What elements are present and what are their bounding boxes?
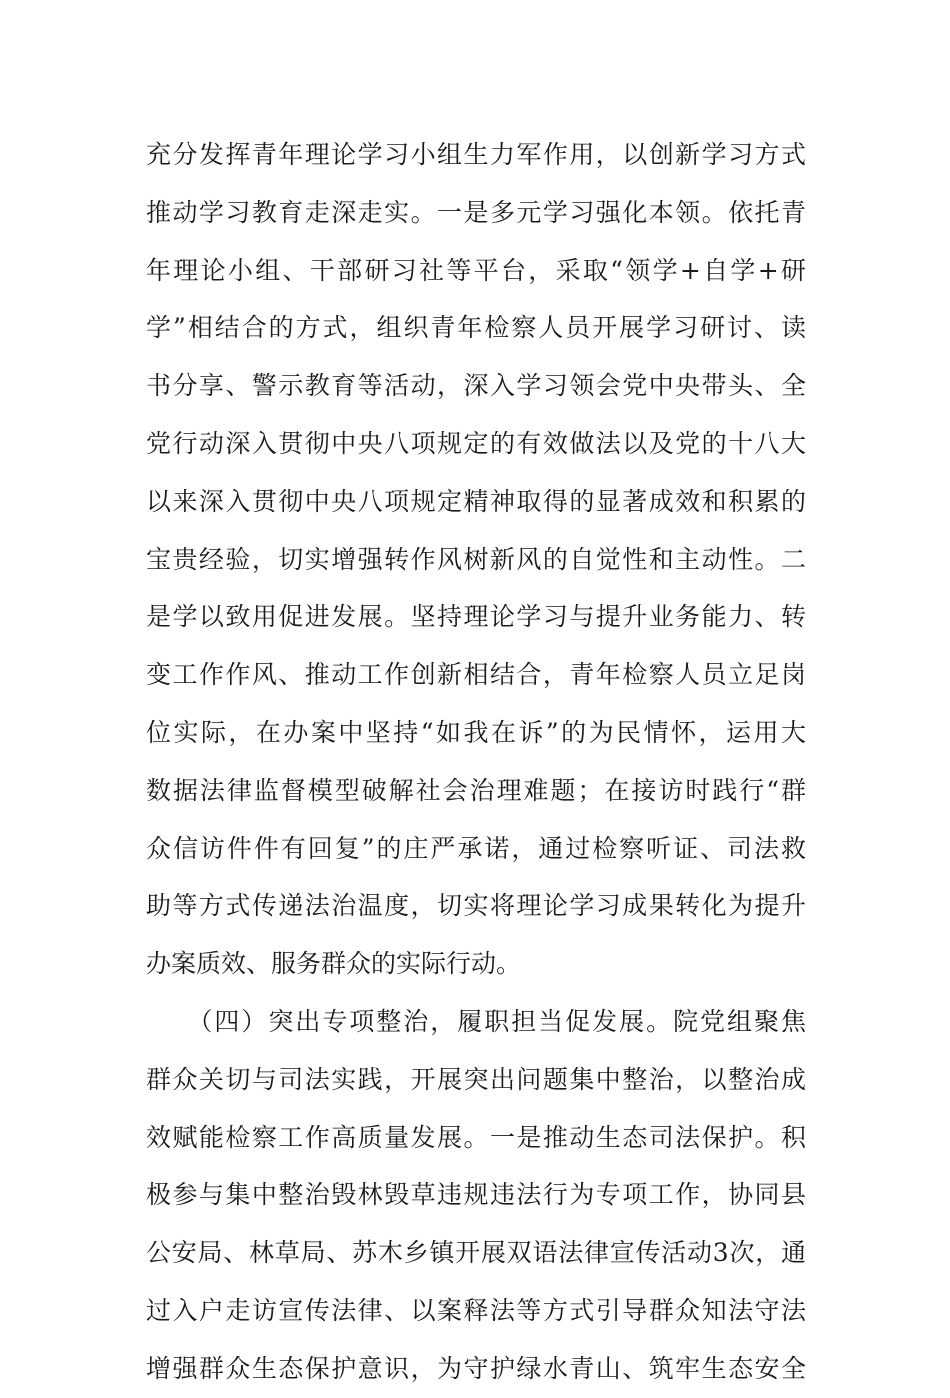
text-line: 群众关切与司法实践，开展突出问题集中整治，以整治成: [146, 1064, 806, 1094]
text-line: 年理论小组、干部研习社等平台，采取“领学+自学+研: [146, 255, 806, 285]
body-text: [146, 126, 806, 1398]
text-line: 变工作作风、推动工作创新相结合，青年检察人员立足岗: [146, 660, 806, 690]
text-line: 极参与集中整治毁林毁草违规违法行为专项工作，协同县: [146, 1180, 806, 1210]
text-line: 党行动深入贯彻中央八项规定的有效做法以及党的十八大: [146, 428, 806, 458]
text-line: 增强群众生态保护意识，为守护绿水青山、筑牢生态安全: [146, 1353, 806, 1383]
text-line: 充分发挥青年理论学习小组生力军作用，以创新学习方式: [146, 140, 806, 169]
text-line: 宝贵经验，切实增强转作风树新风的自觉性和主动性。二: [146, 544, 806, 574]
text-line: 效赋能检察工作高质量发展。一是推动生态司法保护。积: [146, 1122, 806, 1152]
text-line: 众信访件件有回复”的庄严承诺，通过检察听证、司法救: [146, 833, 806, 863]
text-line: 以来深入贯彻中央八项规定精神取得的显著成效和积累的: [146, 486, 806, 516]
text-line: 是学以致用促进发展。坚持理论学习与提升业务能力、转: [146, 602, 806, 632]
text-line: 助等方式传递法治温度，切实将理论学习成果转化为提升: [146, 891, 806, 921]
text-line: 过入户走访宣传法律、以案释法等方式引导群众知法守法: [146, 1295, 806, 1325]
text-line: 书分享、警示教育等活动，深入学习领会党中央带头、全: [146, 371, 806, 401]
text-line: 推动学习教育走深走实。一是多元学习强化本领。依托青: [146, 197, 806, 227]
text-line: 公安局、林草局、苏木乡镇开展双语法律宣传活动3次，通: [146, 1238, 806, 1268]
section-heading-line: （四）突出专项整治，履职担当促发展。院党组聚焦: [146, 1006, 806, 1036]
text-line: 位实际，在办案中坚持“如我在诉”的为民情怀，运用大: [146, 717, 806, 747]
text-line: 学”相结合的方式，组织青年检察人员开展学习研讨、读: [146, 313, 806, 343]
text-line: 数据法律监督模型破解社会治理难题；在接访时践行“群: [146, 775, 806, 805]
text-line-paragraph-end: 办案质效、服务群众的实际行动。: [146, 949, 522, 979]
